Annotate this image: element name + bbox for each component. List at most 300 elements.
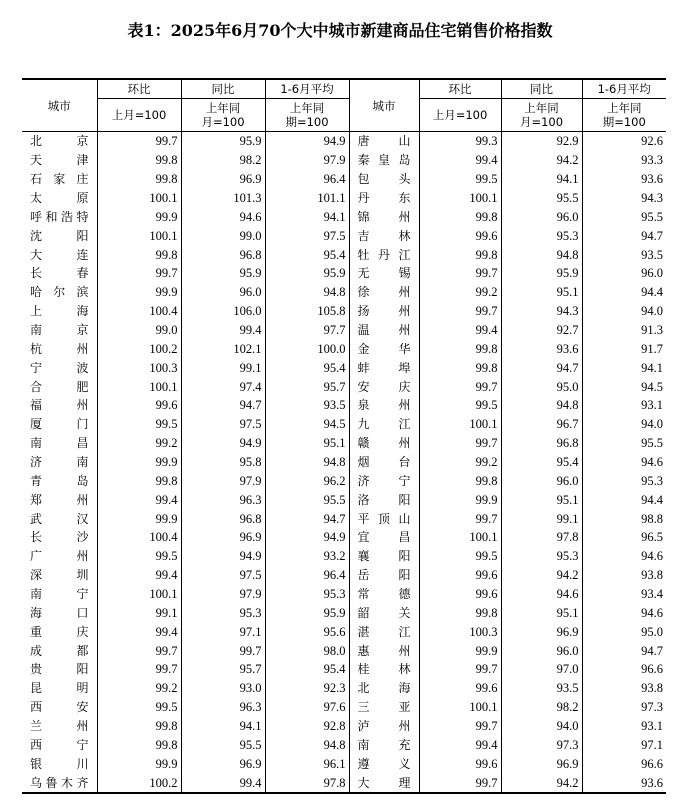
table-header [22, 79, 666, 132]
yoy-value-right: 96.7 [501, 415, 582, 434]
header-avg-base-right: 上年同 期=100 [582, 99, 666, 132]
mom-value-right: 100.1 [419, 698, 501, 717]
avg-value-right: 94.0 [582, 415, 666, 434]
city-name-right [349, 585, 419, 604]
city-char: 福 [30, 398, 43, 413]
mom-value-left: 99.7 [97, 641, 181, 660]
city-name-left [22, 415, 97, 434]
yoy-value-right: 96.0 [501, 641, 582, 660]
city-name-right [349, 339, 419, 358]
avg-value-right: 93.1 [582, 717, 666, 736]
city-name-left [22, 736, 97, 755]
avg-value-left: 100.0 [265, 339, 349, 358]
city-char: 济 [357, 473, 370, 488]
city-name-left [22, 603, 97, 622]
city-char: 昆 [30, 681, 43, 696]
yoy-value-left: 96.3 [181, 698, 265, 717]
city-name-left [22, 377, 97, 396]
city-name-right [349, 302, 419, 321]
city-name-left [22, 679, 97, 698]
city-name-right [349, 660, 419, 679]
mom-value-left: 99.7 [97, 660, 181, 679]
yoy-value-left: 96.8 [181, 245, 265, 264]
city-char: 江 [398, 417, 411, 432]
yoy-value-left: 97.5 [181, 566, 265, 585]
city-char: 锦 [357, 209, 370, 224]
city-char: 杭 [30, 341, 43, 356]
yoy-value-right: 94.0 [501, 717, 582, 736]
avg-value-left: 97.6 [265, 698, 349, 717]
avg-value-right: 94.4 [582, 490, 666, 509]
mom-value-right: 99.9 [419, 490, 501, 509]
city-char: 哈 [30, 285, 43, 300]
avg-value-right: 93.8 [582, 679, 666, 698]
city-name-right [349, 170, 419, 189]
city-char: 遵 [357, 756, 370, 771]
city-name-right [349, 226, 419, 245]
city-char: 庄 [76, 172, 89, 187]
table-row [22, 509, 666, 528]
avg-value-right: 96.6 [582, 754, 666, 773]
city-name-left [22, 226, 97, 245]
city-char: 北 [30, 134, 43, 149]
avg-value-left: 97.5 [265, 226, 349, 245]
table-row [22, 603, 666, 622]
avg-value-left: 96.1 [265, 754, 349, 773]
city-char: 平 [357, 511, 370, 526]
yoy-value-left: 95.5 [181, 736, 265, 755]
table-row [22, 226, 666, 245]
city-name-left [22, 189, 97, 208]
yoy-value-left: 97.9 [181, 585, 265, 604]
city-char: 泸 [357, 719, 370, 734]
city-name-left [22, 396, 97, 415]
yoy-value-right: 95.3 [501, 226, 582, 245]
avg-value-right: 94.5 [582, 377, 666, 396]
yoy-value-right: 95.1 [501, 283, 582, 302]
city-char: 安 [357, 379, 370, 394]
city-char: 昌 [76, 436, 89, 451]
city-name-right [349, 453, 419, 472]
city-char: 海 [76, 304, 89, 319]
avg-value-left: 97.9 [265, 151, 349, 170]
avg-value-right: 93.1 [582, 396, 666, 415]
mom-value-left: 100.1 [97, 189, 181, 208]
city-char: 无 [357, 266, 370, 281]
city-name-right [349, 547, 419, 566]
city-char: 亚 [398, 700, 411, 715]
city-char: 肥 [76, 379, 89, 394]
city-char: 滨 [76, 285, 89, 300]
mom-value-left: 99.8 [97, 170, 181, 189]
avg-value-right: 94.6 [582, 603, 666, 622]
city-char: 常 [357, 587, 370, 602]
mom-value-right: 99.7 [419, 302, 501, 321]
mom-value-left: 99.5 [97, 698, 181, 717]
city-name-right [349, 622, 419, 641]
mom-value-right: 100.1 [419, 415, 501, 434]
mom-value-right: 99.7 [419, 717, 501, 736]
city-char: 成 [30, 643, 43, 658]
avg-value-right: 93.5 [582, 245, 666, 264]
city-name-left [22, 245, 97, 264]
city-char: 江 [398, 624, 411, 639]
city-name-left [22, 471, 97, 490]
yoy-value-left: 95.9 [181, 264, 265, 283]
table-row [22, 679, 666, 698]
mom-value-left: 100.1 [97, 226, 181, 245]
header-yoy-right: 同比 [501, 79, 582, 99]
city-name-left [22, 453, 97, 472]
mom-value-left: 99.9 [97, 283, 181, 302]
yoy-value-left: 95.8 [181, 453, 265, 472]
city-name-right [349, 245, 419, 264]
table-row [22, 415, 666, 434]
city-char: 泉 [357, 398, 370, 413]
avg-value-left: 95.1 [265, 434, 349, 453]
city-name-left [22, 283, 97, 302]
mom-value-right: 99.6 [419, 754, 501, 773]
city-char: 吉 [357, 228, 370, 243]
city-name-left [22, 207, 97, 226]
mom-value-left: 100.2 [97, 773, 181, 793]
city-char: 埠 [398, 360, 411, 375]
mom-value-left: 99.4 [97, 566, 181, 585]
city-name-left [22, 434, 97, 453]
mom-value-left: 99.5 [97, 547, 181, 566]
yoy-value-right: 97.8 [501, 528, 582, 547]
mom-value-left: 99.4 [97, 490, 181, 509]
header-mom-base-left: 上月=100 [97, 99, 181, 132]
yoy-value-left: 94.7 [181, 396, 265, 415]
city-name-right [349, 396, 419, 415]
avg-value-left: 97.7 [265, 321, 349, 340]
yoy-value-left: 93.0 [181, 679, 265, 698]
mom-value-right: 99.8 [419, 603, 501, 622]
avg-value-right: 97.1 [582, 736, 666, 755]
mom-value-right: 99.9 [419, 641, 501, 660]
table-row [22, 396, 666, 415]
yoy-value-right: 96.0 [501, 207, 582, 226]
header-avg-right: 1-6月平均 [582, 79, 666, 99]
table-row [22, 641, 666, 660]
city-char: 头 [398, 172, 411, 187]
yoy-value-right: 94.6 [501, 585, 582, 604]
yoy-value-right: 92.7 [501, 321, 582, 340]
city-name-left [22, 585, 97, 604]
city-char: 明 [76, 681, 89, 696]
mom-value-right: 99.7 [419, 264, 501, 283]
avg-value-right: 96.0 [582, 264, 666, 283]
city-char: 丹 [377, 247, 390, 262]
yoy-value-right: 95.9 [501, 264, 582, 283]
table-row [22, 151, 666, 170]
header-avg-base-left: 上年同 期=100 [265, 99, 349, 132]
city-char: 海 [30, 605, 43, 620]
city-name-left [22, 547, 97, 566]
city-char: 南 [30, 323, 43, 338]
city-name-right [349, 698, 419, 717]
city-name-left [22, 170, 97, 189]
city-char: 九 [357, 417, 370, 432]
city-name-right [349, 321, 419, 340]
table-row [22, 377, 666, 396]
city-name-right [349, 679, 419, 698]
city-char: 山 [398, 511, 411, 526]
city-name-right [349, 754, 419, 773]
mom-value-left: 99.9 [97, 453, 181, 472]
city-name-right [349, 264, 419, 283]
city-char: 岳 [357, 568, 370, 583]
city-name-left [22, 660, 97, 679]
city-name-left [22, 302, 97, 321]
yoy-value-right: 96.9 [501, 622, 582, 641]
city-char: 州 [76, 492, 89, 507]
city-char: 金 [357, 341, 370, 356]
table-row [22, 207, 666, 226]
mom-value-right: 99.4 [419, 151, 501, 170]
mom-value-right: 100.1 [419, 189, 501, 208]
yoy-value-left: 96.9 [181, 528, 265, 547]
city-name-left [22, 566, 97, 585]
yoy-value-left: 106.0 [181, 302, 265, 321]
mom-value-right: 100.1 [419, 528, 501, 547]
mom-value-right: 99.3 [419, 132, 501, 151]
avg-value-left: 95.4 [265, 358, 349, 377]
city-char: 西 [30, 700, 43, 715]
city-char: 丹 [357, 191, 370, 205]
city-char: 木 [60, 775, 73, 790]
mom-value-left: 99.7 [97, 132, 181, 151]
city-char: 鲁 [45, 775, 58, 790]
city-name-left [22, 509, 97, 528]
city-char: 齐 [76, 775, 89, 790]
mom-value-left: 99.9 [97, 509, 181, 528]
table-row [22, 245, 666, 264]
header-mom-base-right: 上月=100 [419, 99, 501, 132]
avg-value-right: 93.3 [582, 151, 666, 170]
avg-value-right: 95.5 [582, 207, 666, 226]
city-char: 青 [30, 473, 43, 488]
avg-value-left: 92.3 [265, 679, 349, 698]
mom-value-right: 99.2 [419, 283, 501, 302]
city-name-right [349, 283, 419, 302]
city-char: 南 [30, 587, 43, 602]
city-char: 阳 [398, 549, 411, 564]
city-char: 江 [398, 247, 411, 262]
mom-value-right: 99.6 [419, 679, 501, 698]
city-char: 州 [76, 341, 89, 356]
mom-value-right: 99.8 [419, 245, 501, 264]
city-name-right [349, 603, 419, 622]
avg-value-left: 96.4 [265, 170, 349, 189]
avg-value-right: 92.6 [582, 132, 666, 151]
header-mom-left: 环比 [97, 79, 181, 99]
mom-value-left: 99.4 [97, 622, 181, 641]
mom-value-right: 99.5 [419, 396, 501, 415]
city-char: 乌 [30, 775, 43, 790]
yoy-value-left: 94.9 [181, 547, 265, 566]
avg-value-left: 98.0 [265, 641, 349, 660]
mom-value-left: 99.2 [97, 679, 181, 698]
mom-value-right: 99.6 [419, 585, 501, 604]
mom-value-right: 99.7 [419, 434, 501, 453]
city-name-right [349, 773, 419, 793]
city-char: 京 [76, 134, 89, 149]
yoy-value-right: 99.1 [501, 509, 582, 528]
yoy-value-right: 94.2 [501, 773, 582, 793]
mom-value-right: 100.3 [419, 622, 501, 641]
avg-value-right: 94.7 [582, 226, 666, 245]
yoy-value-left: 97.4 [181, 377, 265, 396]
city-char: 义 [398, 756, 411, 771]
yoy-value-right: 95.1 [501, 490, 582, 509]
avg-value-right: 97.3 [582, 698, 666, 717]
mom-value-left: 99.9 [97, 207, 181, 226]
city-char: 南 [76, 455, 89, 470]
city-name-left [22, 358, 97, 377]
city-char: 门 [76, 417, 89, 432]
city-char: 口 [76, 605, 89, 620]
yoy-value-right: 97.3 [501, 736, 582, 755]
city-char: 原 [76, 191, 89, 205]
header-yoy-base-left: 上年同 月=100 [181, 99, 265, 132]
table-row [22, 339, 666, 358]
city-name-left [22, 773, 97, 793]
yoy-value-right: 95.5 [501, 189, 582, 208]
table-row [22, 434, 666, 453]
city-char: 贵 [30, 662, 43, 677]
city-name-left [22, 132, 97, 151]
mom-value-left: 100.4 [97, 528, 181, 547]
city-char: 尔 [53, 285, 66, 300]
table-row [22, 170, 666, 189]
city-char: 岛 [398, 153, 411, 168]
table-row [22, 490, 666, 509]
yoy-value-right: 94.3 [501, 302, 582, 321]
table-row [22, 547, 666, 566]
yoy-value-left: 97.5 [181, 415, 265, 434]
mom-value-right: 99.8 [419, 358, 501, 377]
city-char: 宁 [30, 360, 43, 375]
avg-value-right: 91.7 [582, 339, 666, 358]
table-row [22, 622, 666, 641]
mom-value-left: 100.3 [97, 358, 181, 377]
avg-value-right: 93.6 [582, 773, 666, 793]
city-char: 沈 [30, 228, 43, 243]
city-char: 州 [76, 398, 89, 413]
city-char: 赣 [357, 436, 370, 451]
mom-value-right: 99.8 [419, 207, 501, 226]
city-char: 充 [398, 737, 411, 752]
city-char: 州 [398, 719, 411, 734]
yoy-value-left: 94.1 [181, 717, 265, 736]
city-char: 呼 [30, 209, 43, 224]
city-name-right [349, 528, 419, 547]
city-char: 林 [398, 228, 411, 243]
yoy-value-left: 95.9 [181, 132, 265, 151]
city-name-left [22, 321, 97, 340]
city-name-left [22, 264, 97, 283]
city-char: 武 [30, 511, 43, 526]
yoy-value-right: 94.2 [501, 566, 582, 585]
table-title: 表1：2025年6月70个大中城市新建商品住宅销售价格指数 [127, 21, 553, 40]
avg-value-left: 95.4 [265, 660, 349, 679]
table-body [22, 132, 666, 794]
table-row [22, 754, 666, 773]
yoy-value-left: 96.9 [181, 754, 265, 773]
city-char: 安 [76, 700, 89, 715]
city-name-right [349, 434, 419, 453]
mom-value-right: 99.7 [419, 509, 501, 528]
city-char: 桂 [357, 662, 370, 677]
yoy-value-left: 95.7 [181, 660, 265, 679]
mom-value-left: 100.4 [97, 302, 181, 321]
table-row [22, 189, 666, 208]
city-char: 州 [398, 398, 411, 413]
header-avg-left: 1-6月平均 [265, 79, 349, 99]
yoy-value-right: 97.0 [501, 660, 582, 679]
mom-value-left: 99.9 [97, 754, 181, 773]
yoy-value-left: 99.7 [181, 641, 265, 660]
city-name-right [349, 490, 419, 509]
avg-value-right: 94.6 [582, 453, 666, 472]
avg-value-left: 95.4 [265, 245, 349, 264]
mom-value-left: 99.8 [97, 736, 181, 755]
yoy-value-right: 93.6 [501, 339, 582, 358]
city-char: 秦 [357, 153, 370, 168]
city-char: 韶 [357, 605, 370, 620]
avg-value-right: 96.6 [582, 660, 666, 679]
city-char: 三 [357, 700, 370, 715]
city-char: 东 [398, 191, 411, 205]
mom-value-left: 99.6 [97, 396, 181, 415]
header-city-left: 城市 [22, 79, 97, 132]
city-char: 温 [357, 323, 370, 338]
city-char: 南 [357, 737, 370, 752]
city-char: 襄 [357, 549, 370, 564]
avg-value-right: 94.0 [582, 302, 666, 321]
city-char: 和 [45, 209, 58, 224]
city-char: 徐 [357, 285, 370, 300]
city-char: 山 [398, 134, 411, 149]
table-row [22, 453, 666, 472]
yoy-value-left: 95.3 [181, 603, 265, 622]
avg-value-right: 95.0 [582, 622, 666, 641]
avg-value-left: 94.7 [265, 509, 349, 528]
city-name-right [349, 207, 419, 226]
avg-value-left: 95.5 [265, 490, 349, 509]
city-char: 石 [30, 172, 43, 187]
city-char: 厦 [30, 417, 43, 432]
city-char: 湛 [357, 624, 370, 639]
yoy-value-right: 95.3 [501, 547, 582, 566]
avg-value-right: 93.4 [582, 585, 666, 604]
mom-value-right: 99.2 [419, 453, 501, 472]
table-row [22, 736, 666, 755]
table-row [22, 585, 666, 604]
city-char: 宁 [398, 473, 411, 488]
avg-value-right: 95.3 [582, 471, 666, 490]
city-name-left [22, 528, 97, 547]
avg-value-left: 97.8 [265, 773, 349, 793]
city-char: 唐 [357, 134, 370, 149]
city-char: 阳 [76, 228, 89, 243]
yoy-value-left: 99.4 [181, 773, 265, 793]
city-char: 皇 [377, 153, 390, 168]
city-char: 春 [76, 266, 89, 281]
mom-value-left: 100.1 [97, 585, 181, 604]
